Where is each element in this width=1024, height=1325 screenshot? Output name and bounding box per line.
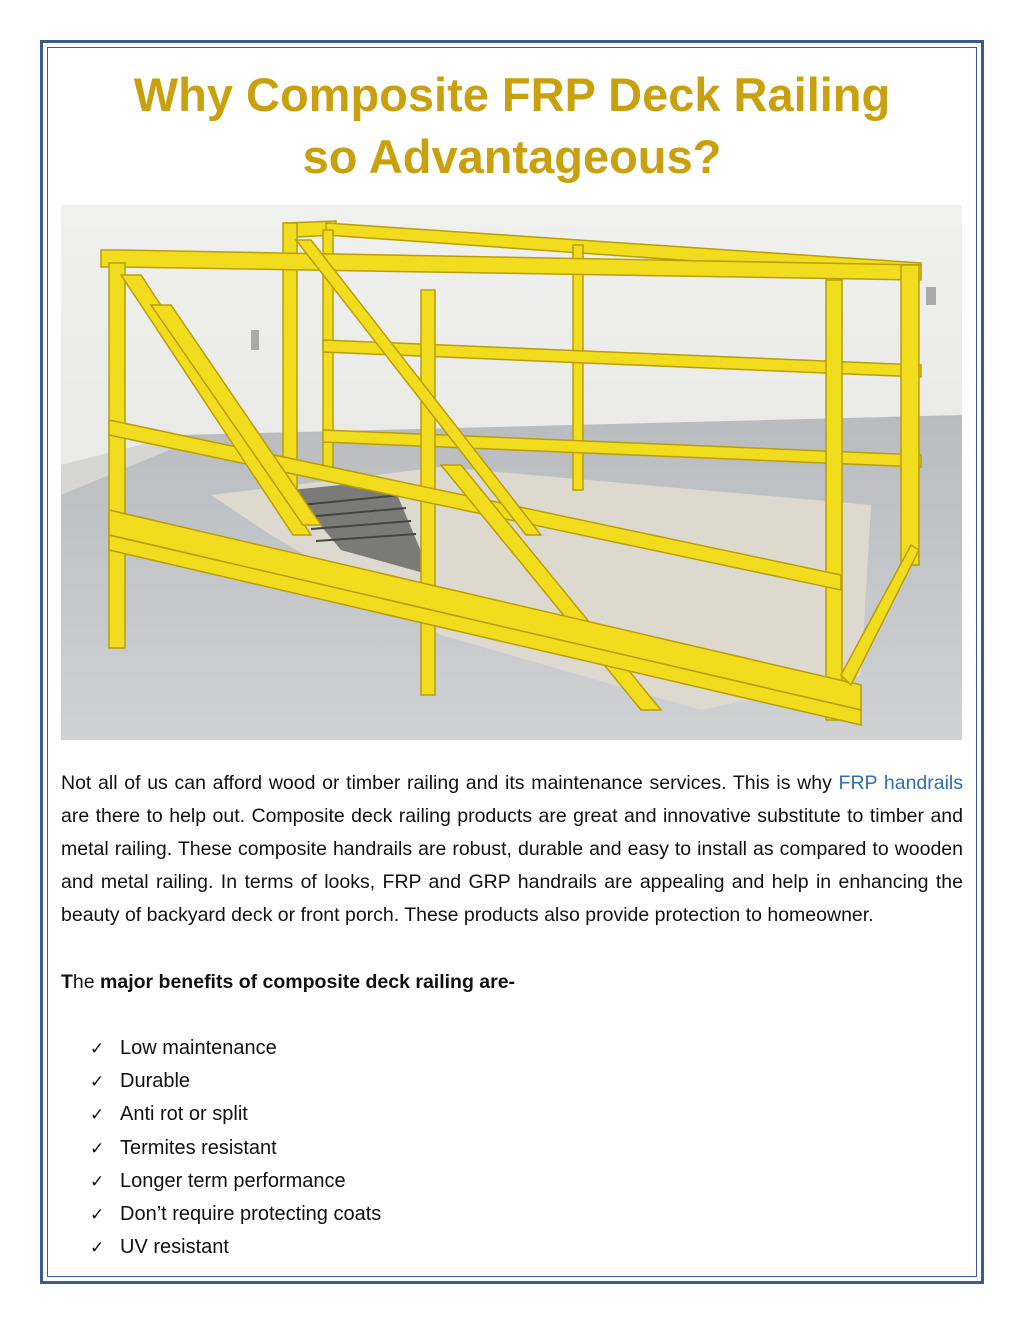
list-item	[90, 1132, 381, 1165]
lead-normal: he	[72, 971, 101, 993]
lead-first-letter: T	[61, 971, 73, 993]
checkmark-icon: ✓	[90, 1105, 105, 1125]
list-item	[90, 1098, 381, 1131]
checkmark-icon: ✓	[90, 1238, 105, 1258]
checkmark-icon: ✓	[90, 1072, 105, 1092]
benefit-label: Don’t require protecting coats	[120, 1203, 382, 1226]
title-line-1: Why Composite FRP Deck Railing	[133, 68, 891, 121]
list-item	[90, 1032, 381, 1065]
checkmark-icon: ✓	[90, 1205, 105, 1225]
intro-paragraph	[61, 767, 963, 932]
checkmark-icon: ✓	[90, 1039, 105, 1058]
checkmark-icon: ✓	[90, 1171, 105, 1191]
benefit-label: UV resistant	[120, 1236, 229, 1259]
benefit-label: Low maintenance	[120, 1037, 277, 1059]
benefit-label: Durable	[120, 1070, 191, 1093]
benefits-list	[90, 1032, 381, 1264]
benefit-label: Termites resistant	[120, 1136, 277, 1159]
page-title	[60, 64, 964, 188]
intro-text-before-link: Not all of us can afford wood or timber railing and its maintenance services. This is why	[61, 772, 839, 794]
lead-bold: major benefits of composite deck railing are-	[100, 971, 516, 993]
intro-text-after-link: are there to help out. Composite deck railing products are great and innovative substitute to timber and metal railing. These composite handrails are robust, durable and easy to install as compared to wooden and metal railing. In terms of looks, FRP and GRP handrails are appealing and help in enhancing the beauty of backyard deck or front porch. These products also provide protection to homeowner.	[61, 805, 963, 926]
list-item	[90, 1065, 381, 1098]
railing-illustration	[61, 205, 962, 740]
list-item	[90, 1231, 381, 1264]
list-item	[90, 1165, 381, 1198]
list-item	[90, 1198, 381, 1231]
title-line-2: so Advantageous?	[302, 130, 722, 183]
benefit-label: Anti rot or split	[120, 1103, 248, 1126]
frp-railing-photo	[61, 205, 962, 740]
frp-handrails-link[interactable]: FRP handrails	[838, 772, 964, 794]
checkmark-icon: ✓	[90, 1138, 105, 1158]
benefits-lead	[61, 966, 963, 999]
benefit-label: Longer term performance	[120, 1169, 346, 1192]
